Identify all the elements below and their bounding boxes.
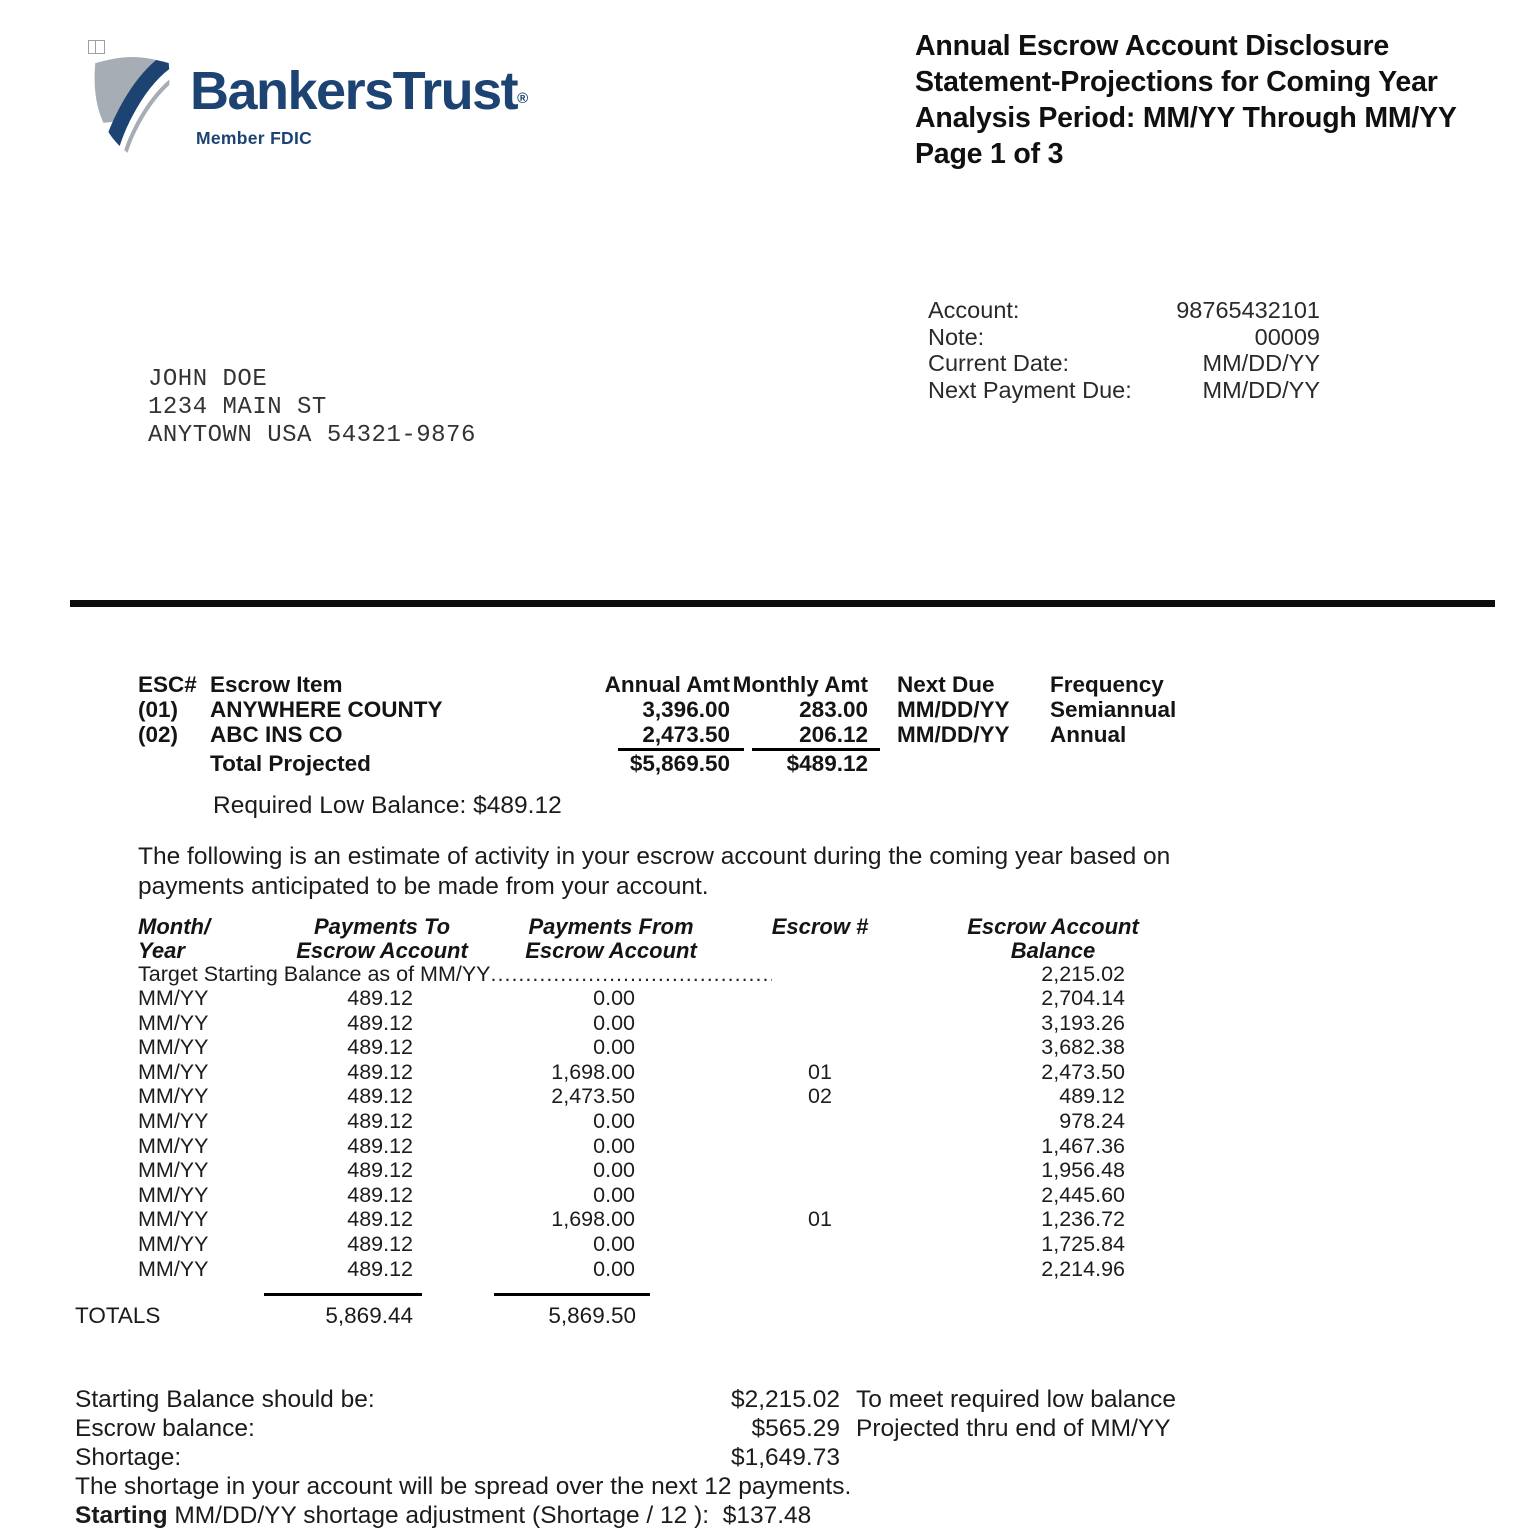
activity-payment-from: 0.00 [593, 1256, 635, 1281]
recipient-address [148, 366, 476, 450]
activity-payment-from: 0.00 [593, 986, 635, 1010]
summary-value: $1,649.73 [731, 1444, 840, 1471]
activity-balance: 2,214.96 [1041, 1256, 1125, 1281]
activity-payment-from: 0.00 [593, 1108, 635, 1133]
activity-month: MM/YY [138, 1133, 209, 1158]
totals-rule-payments-to [264, 1293, 422, 1296]
account-info-row [928, 324, 1328, 351]
monthly-amt-sum-rule [752, 748, 880, 751]
intro-line: The following is an estimate of activity in your escrow account during the coming year based on [138, 843, 1171, 870]
annual-amt-sum-rule [618, 748, 744, 751]
activity-row [0, 1257, 1522, 1282]
totals-payments-from: 5,869.50 [548, 1303, 636, 1328]
col-header-next-due: Next Due [897, 672, 995, 697]
adjustment-prefix: Starting [75, 1502, 168, 1529]
activity-payment-to: 489.12 [347, 1256, 413, 1281]
account-info [928, 297, 1328, 403]
activity-payment-to: 489.12 [347, 1084, 413, 1109]
activity-row [0, 1207, 1522, 1232]
activity-month: MM/YY [138, 1108, 209, 1133]
col-header-payments-to: Payments To [313, 914, 451, 939]
page-title [915, 28, 1515, 172]
address-line: ANYTOWN USA 54321-9876 [148, 422, 476, 449]
activity-balance: 2,704.14 [1041, 986, 1125, 1010]
account-info-value: 00009 [1254, 323, 1320, 350]
summary-value: $2,215.02 [731, 1386, 840, 1413]
activity-month: MM/YY [138, 1256, 209, 1281]
activity-balance: 978.24 [1059, 1108, 1125, 1133]
activity-payment-to: 489.12 [347, 1133, 413, 1158]
account-info-row [928, 350, 1328, 377]
escrow-item-row [0, 722, 1522, 747]
activity-payment-from: 0.00 [593, 1158, 635, 1183]
placeholder-mark-icon [88, 40, 105, 54]
title-line-1: Annual Escrow Account Disclosure [915, 30, 1389, 62]
activity-payment-to: 489.12 [347, 1059, 413, 1084]
col-header-escrow-item: Escrow Item [210, 672, 343, 697]
activity-balance: 1,725.84 [1041, 1231, 1125, 1256]
col-header-escrow-number: Escrow # [771, 914, 869, 939]
activity-row [0, 1158, 1522, 1183]
escrow-item-name: ANYWHERE COUNTY [210, 697, 443, 722]
summary-value: $565.29 [751, 1415, 840, 1442]
activity-balance: 3,193.26 [1041, 1010, 1125, 1035]
escrow-item-annual-amt: 2,473.50 [642, 722, 730, 747]
escrow-item-number: (02) [138, 722, 179, 747]
activity-escrow-number: 01 [808, 1059, 832, 1084]
activity-payment-to: 489.12 [347, 1207, 413, 1232]
activity-month: MM/YY [138, 1231, 209, 1256]
address-line: JOHN DOE [148, 366, 268, 393]
summary-note: To meet required low balance [856, 1386, 1177, 1413]
escrow-item-next-due: MM/DD/YY [897, 697, 1010, 722]
target-balance-label: Target Starting Balance as of MM/YY [138, 962, 491, 986]
target-balance-row [138, 962, 1125, 986]
escrow-items-table [0, 672, 1522, 776]
activity-month: MM/YY [138, 1035, 209, 1060]
totals-label: TOTALS [75, 1303, 161, 1328]
escrow-item-number: (01) [138, 697, 179, 722]
brand-name: BankersTrust® [190, 61, 529, 121]
account-info-value: 98765432101 [1176, 297, 1320, 323]
activity-row [0, 1060, 1522, 1085]
summary-row [0, 1443, 1522, 1472]
activity-balance: 2,445.60 [1041, 1182, 1125, 1207]
escrow-item-annual-amt: 3,396.00 [642, 697, 730, 722]
total-projected-row [0, 751, 1522, 776]
intro-line: payments anticipated to be made from your account. [138, 872, 709, 900]
account-info-label: Next Payment Due: [928, 376, 1132, 403]
activity-payment-to: 489.12 [347, 986, 413, 1010]
col-header-annual-amt: Annual Amt [604, 672, 730, 697]
activity-month: MM/YY [138, 1084, 209, 1109]
escrow-item-next-due: MM/DD/YY [897, 722, 1010, 747]
activity-month: MM/YY [138, 1010, 209, 1035]
summary-label: Shortage: [75, 1444, 182, 1471]
activity-balance: 1,956.48 [1041, 1158, 1125, 1183]
activity-rows [0, 986, 1522, 1281]
activity-payment-to: 489.12 [347, 1035, 413, 1060]
summary-row [0, 1385, 1522, 1414]
col-header-year: Year [138, 938, 185, 963]
account-info-row [928, 297, 1328, 324]
activity-escrow-number: 01 [808, 1207, 832, 1232]
activity-escrow-number: 02 [808, 1084, 832, 1109]
intro-paragraph [138, 842, 1170, 901]
activity-payment-to: 489.12 [347, 1108, 413, 1133]
escrow-table-header [0, 672, 1522, 697]
activity-payment-to: 489.12 [347, 1231, 413, 1256]
account-info-label: Current Date: [928, 350, 1070, 376]
activity-month: MM/YY [138, 1182, 209, 1207]
activity-balance: 2,473.50 [1041, 1059, 1125, 1084]
required-low-balance: Required Low Balance: $489.12 [213, 792, 562, 819]
account-info-label: Account: [928, 297, 1020, 323]
activity-row [0, 1084, 1522, 1109]
account-info-row [928, 377, 1328, 404]
shortage-spread-note: The shortage in your account will be spread over the next 12 payments. [75, 1473, 852, 1500]
activity-payment-to: 489.12 [347, 1182, 413, 1207]
activity-row [0, 1183, 1522, 1208]
activity-payment-to: 489.12 [347, 1158, 413, 1183]
activity-row [0, 1232, 1522, 1257]
activity-row [0, 1011, 1522, 1036]
target-balance-value: 2,215.02 [1041, 962, 1125, 986]
total-projected-monthly: $489.12 [786, 751, 868, 776]
registered-mark: ® [517, 90, 529, 107]
escrow-item-frequency: Semiannual [1050, 697, 1177, 722]
total-projected-annual: $5,869.50 [629, 751, 730, 776]
dot-leader [491, 962, 772, 987]
account-info-label: Note: [928, 323, 985, 350]
activity-payment-from: 0.00 [593, 1035, 635, 1060]
escrow-item-monthly-amt: 206.12 [799, 722, 868, 747]
adjustment-text: MM/DD/YY shortage adjustment (Shortage / 12 ): $137.48 [167, 1502, 812, 1529]
address-line: 1234 MAIN ST [148, 394, 327, 421]
title-line-3: Analysis Period: MM/YY Through MM/YY [915, 102, 1457, 134]
summary-note: Projected thru end of MM/YY [856, 1415, 1171, 1442]
col-header-payments-from-2: Escrow Account [525, 938, 697, 963]
col-header-monthly-amt: Monthly Amt [732, 672, 868, 697]
activity-payment-from: 1,698.00 [551, 1059, 635, 1084]
escrow-item-monthly-amt: 283.00 [799, 697, 868, 722]
col-header-month: Month/ [138, 914, 211, 939]
activity-payment-from: 1,698.00 [551, 1207, 635, 1232]
col-header-esc-number: ESC# [138, 672, 197, 697]
activity-row [0, 986, 1522, 1011]
member-fdic-label: Member FDIC [196, 128, 313, 148]
totals-payments-to: 5,869.44 [325, 1303, 413, 1328]
activity-payment-from: 2,473.50 [551, 1084, 635, 1109]
activity-month: MM/YY [138, 1158, 209, 1183]
activity-month: MM/YY [138, 1207, 209, 1232]
summary-label: Starting Balance should be: [75, 1386, 375, 1413]
totals-rule-payments-from [494, 1293, 650, 1296]
activity-balance: 3,682.38 [1041, 1035, 1125, 1060]
col-header-frequency: Frequency [1050, 672, 1164, 697]
title-line-4: Page 1 of 3 [915, 138, 1064, 170]
balance-summary [0, 1385, 1522, 1529]
account-info-value: MM/DD/YY [1202, 350, 1320, 376]
bankers-trust-logo [86, 54, 606, 164]
total-projected-label: Total Projected [210, 751, 371, 776]
activity-payment-from: 0.00 [593, 1231, 635, 1256]
activity-payment-from: 0.00 [593, 1133, 635, 1158]
summary-row [0, 1414, 1522, 1443]
activity-month: MM/YY [138, 1059, 209, 1084]
col-header-balance-2: Balance [1010, 938, 1096, 963]
activity-balance: 489.12 [1059, 1084, 1125, 1109]
shield-icon [86, 54, 178, 158]
activity-payment-from: 0.00 [593, 1010, 635, 1035]
activity-row [0, 1035, 1522, 1060]
section-divider [70, 600, 1495, 607]
activity-month: MM/YY [138, 986, 209, 1010]
activity-row [0, 1134, 1522, 1159]
escrow-item-frequency: Annual [1050, 722, 1127, 747]
title-line-2: Statement-Projections for Coming Year [915, 66, 1438, 98]
activity-payment-from: 0.00 [593, 1182, 635, 1207]
col-header-payments-to-2: Escrow Account [296, 938, 468, 963]
summary-label: Escrow balance: [75, 1415, 255, 1442]
col-header-payments-from: Payments From [528, 914, 694, 939]
account-info-value: MM/DD/YY [1202, 376, 1320, 403]
shortage-adjustment-line [75, 1501, 811, 1530]
activity-payment-to: 489.12 [347, 1010, 413, 1035]
activity-balance: 1,467.36 [1041, 1133, 1125, 1158]
escrow-item-name: ABC INS CO [210, 722, 343, 747]
col-header-balance-1: Escrow Account [967, 914, 1139, 939]
activity-row [0, 1109, 1522, 1134]
escrow-item-row [0, 697, 1522, 722]
activity-balance: 1,236.72 [1041, 1207, 1125, 1232]
